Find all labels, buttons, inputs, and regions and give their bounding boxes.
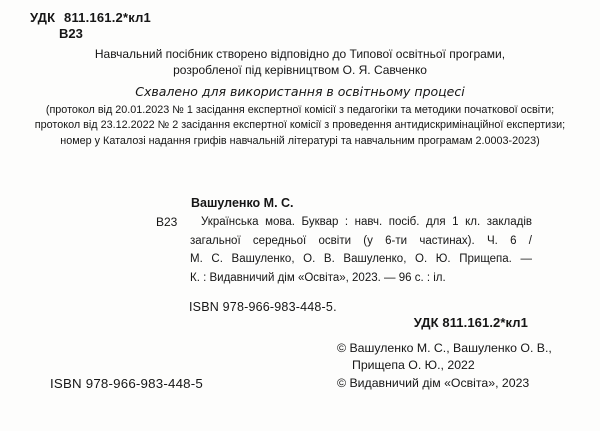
approval-details-line-1: (протокол від 20.01.2023 № 1 засідання експертної комісії з педагогіки та методики початкової освіти; bbox=[45, 104, 555, 116]
copyright-publisher-line: © Видавничий дім «Освіта», 2023 bbox=[337, 375, 530, 390]
udk-classification-bottom: УДК 811.161.2*кл1 bbox=[413, 315, 528, 330]
catalog-entry-line-3: М. С. Вашуленко, О. В. Вашуленко, О. Ю. Прищепа. — bbox=[190, 253, 532, 266]
udk-classification-top: УДК 811.161.2*кл1 bbox=[30, 10, 151, 25]
approval-details-line-2: протокол від 23.12.2022 № 2 засідання експертної комісії з проведення антидискримінаційної експертизи; bbox=[34, 119, 566, 132]
bbk-author-code-top: В23 bbox=[59, 26, 83, 41]
approval-details-line-3: номер у Каталозі надання грифів навчальній літературі та навчальним програмам 2.0003-2023) bbox=[60, 134, 540, 147]
catalog-bbk-code: В23 bbox=[156, 215, 178, 229]
copyright-authors-line-2: Прищепа О. Ю., 2022 bbox=[352, 358, 475, 373]
catalog-author-heading: Вашуленко М. С. bbox=[191, 196, 294, 210]
typical-program-note bbox=[0, 46, 600, 78]
catalog-entry bbox=[190, 213, 532, 287]
copyright-block bbox=[337, 340, 552, 392]
approval-statement: Схвалено для використання в освітньому процесі bbox=[135, 84, 465, 99]
isbn-bottom: ISBN 978-966-983-448-5 bbox=[50, 376, 203, 391]
catalog-entry-line-1: Українська мова. Буквар : навч. посіб. для 1 кл. закладів bbox=[201, 216, 532, 228]
isbn-catalog: ISBN 978-966-983-448-5. bbox=[189, 300, 337, 314]
catalog-entry-line-2: загальної середньої освіти (у 6-ти частинах). Ч. 6 / bbox=[190, 234, 532, 247]
copyright-authors-line-1: © Вашуленко М. С., Вашуленко О. В., bbox=[337, 341, 552, 355]
approval-details bbox=[0, 103, 600, 149]
typical-program-note-line-2: розробленої під керівництвом О. Я. Савченко bbox=[173, 63, 427, 77]
catalog-entry-line-4: К. : Видавничий дім «Освіта», 2023. — 96 с. : іл. bbox=[190, 271, 446, 284]
typical-program-note-line-1: Навчальний посібник створено відповідно до Типової освітньої програми, bbox=[94, 47, 506, 61]
